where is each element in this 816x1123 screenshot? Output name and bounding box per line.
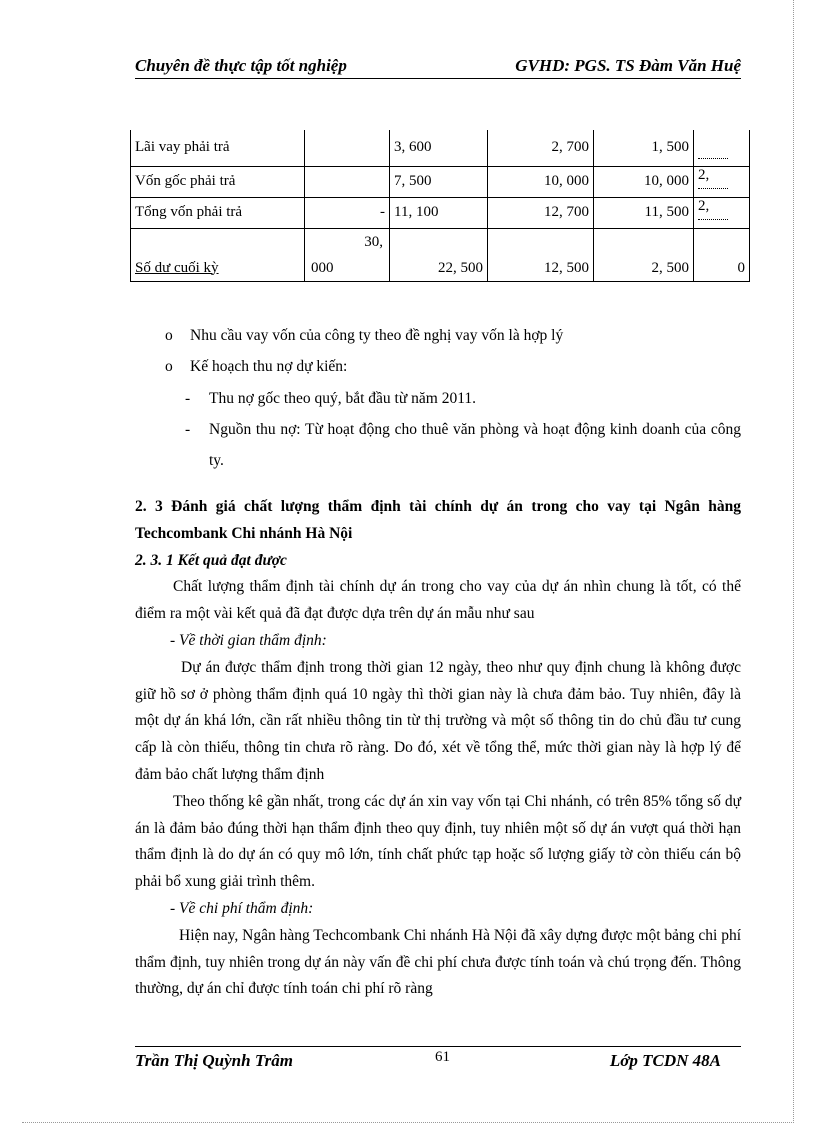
- cell-fragment: 2,: [698, 197, 710, 214]
- table-cell: 3, 600: [390, 130, 488, 166]
- loan-schedule-table: [130, 130, 750, 282]
- underlined-label: Số dư cuối kỳ: [135, 259, 219, 276]
- table-cell: 11, 100: [390, 197, 488, 228]
- list-item: [185, 383, 741, 414]
- table-cell: 2, 500: [594, 228, 694, 281]
- table-row: [131, 130, 750, 166]
- list-item: o Kế hoạch thu nợ dự kiến:: [165, 351, 745, 382]
- table-row: [131, 166, 750, 197]
- sub-heading: - Về thời gian thẩm định:: [170, 631, 327, 649]
- table-cell: 7, 500: [390, 166, 488, 197]
- paragraph: Hiện nay, Ngân hàng Techcombank Chi nhánh Hà Nội đã xây dựng được một bảng chi phí thẩm định, tuy nhiên trong dự án này vấn đề chi phí chưa được tính toán và chú trọng đến. Thông thường, dự án chỉ được tính toán chi phí rõ ràng: [135, 926, 741, 998]
- subsection-heading: 2. 3. 1 Kết quả đạt được: [135, 551, 287, 569]
- header-title: Chuyên đề thực tập tốt nghiệp: [135, 56, 347, 75]
- paragraph: Chất lượng thẩm định tài chính dự án trong cho vay của dự án nhìn chung là tốt, có thể điểm ra một vài kết quả đã đạt được dựa trên dự án mẫu như sau: [135, 578, 741, 623]
- page-footer: [135, 1046, 741, 1077]
- table-cell: -: [305, 197, 390, 228]
- table-cell: 1, 500: [594, 130, 694, 166]
- paragraph: Dự án được thẩm định trong thời gian 12 ngày, theo như quy định chung là không được giữ hồ sơ ở phòng thẩm định quá 10 ngày thì thời gian này là chưa đảm bảo. Tuy nhiên, đây là một dự án khá lớn, cần rất nhiều thông tin từ thị trường và một số thông tin do chủ đầu tư cung cấp là còn thiếu, thông tin chưa rõ ràng. Do đó, xét về tổng thể, mức thời gian này là hợp lý để đảm bảo chất lượng thẩm định: [135, 658, 741, 783]
- row-label: [131, 228, 305, 281]
- paragraph: Theo thống kê gần nhất, trong các dự án xin vay vốn tại Chi nhánh, có trên 85% tổng số dự án là đảm bảo đúng thời hạn thẩm định theo quy định, tuy nhiên một số dự án vượt quá thời hạn thẩm định là do dự án có quy mô lớn, tính chất phức tạp hoặc số lượng giấy tờ còn thiếu cán bộ phải bổ xung giải trình thêm.: [135, 792, 741, 891]
- table-cell: 12, 500: [488, 228, 594, 281]
- table-row: [131, 197, 750, 228]
- dash-list: [185, 383, 741, 476]
- list-item: o Nhu cầu vay vốn của công ty theo đề nghị vay vốn là hợp lý: [165, 320, 745, 351]
- page-border-right: [793, 0, 794, 1123]
- list-item: [185, 414, 741, 476]
- dotted-mark: [698, 184, 728, 189]
- cell-line: 000: [311, 259, 334, 276]
- page-number: 61: [435, 1049, 450, 1065]
- footer-class: Lớp TCDN 48A: [609, 1051, 721, 1070]
- row-label: Vốn gốc phải trả: [131, 166, 305, 197]
- table-cell: [694, 130, 750, 166]
- section-body: [135, 494, 741, 1003]
- table-cell: [305, 130, 390, 166]
- table-cell: [694, 197, 750, 228]
- table-cell: [305, 166, 390, 197]
- dash-mark: -: [185, 421, 191, 438]
- table-cell: 2, 700: [488, 130, 594, 166]
- table-cell: 0: [694, 228, 750, 281]
- table-cell: 11, 500: [594, 197, 694, 228]
- header-advisor: GVHD: PGS. TS Đàm Văn Huệ: [515, 56, 741, 75]
- sub-heading: - Về chi phí thẩm định:: [170, 899, 314, 917]
- table-row: [131, 228, 750, 281]
- dotted-mark: [698, 215, 728, 220]
- section-heading: 2. 3 Đánh giá chất lượng thẩm định tài chính dự án trong cho vay tại Ngân hàng Techcombank Chi nhánh Hà Nội: [135, 498, 741, 542]
- footer-author: Trần Thị Quỳnh Trâm: [135, 1051, 293, 1070]
- dash-mark: -: [185, 390, 191, 407]
- row-label: Tổng vốn phải trả: [131, 197, 305, 228]
- cell-line: 30,: [364, 233, 383, 250]
- table-cell: [305, 228, 390, 281]
- page-header: [135, 52, 741, 79]
- cell-fragment: 2,: [698, 166, 710, 183]
- list-item-text: Nguồn thu nợ: Từ hoạt động cho thuê văn phòng và hoạt động kinh doanh của công ty.: [209, 421, 741, 469]
- table-cell: 12, 700: [488, 197, 594, 228]
- row-label: Lãi vay phải trả: [131, 130, 305, 166]
- table-cell: 22, 500: [390, 228, 488, 281]
- bullet-list: [165, 320, 745, 382]
- table-cell: 10, 000: [594, 166, 694, 197]
- list-item-text: Thu nợ gốc theo quý, bắt đầu từ năm 2011.: [209, 390, 476, 407]
- table-cell: 10, 000: [488, 166, 594, 197]
- dotted-mark: [698, 154, 728, 159]
- table-cell: [694, 166, 750, 197]
